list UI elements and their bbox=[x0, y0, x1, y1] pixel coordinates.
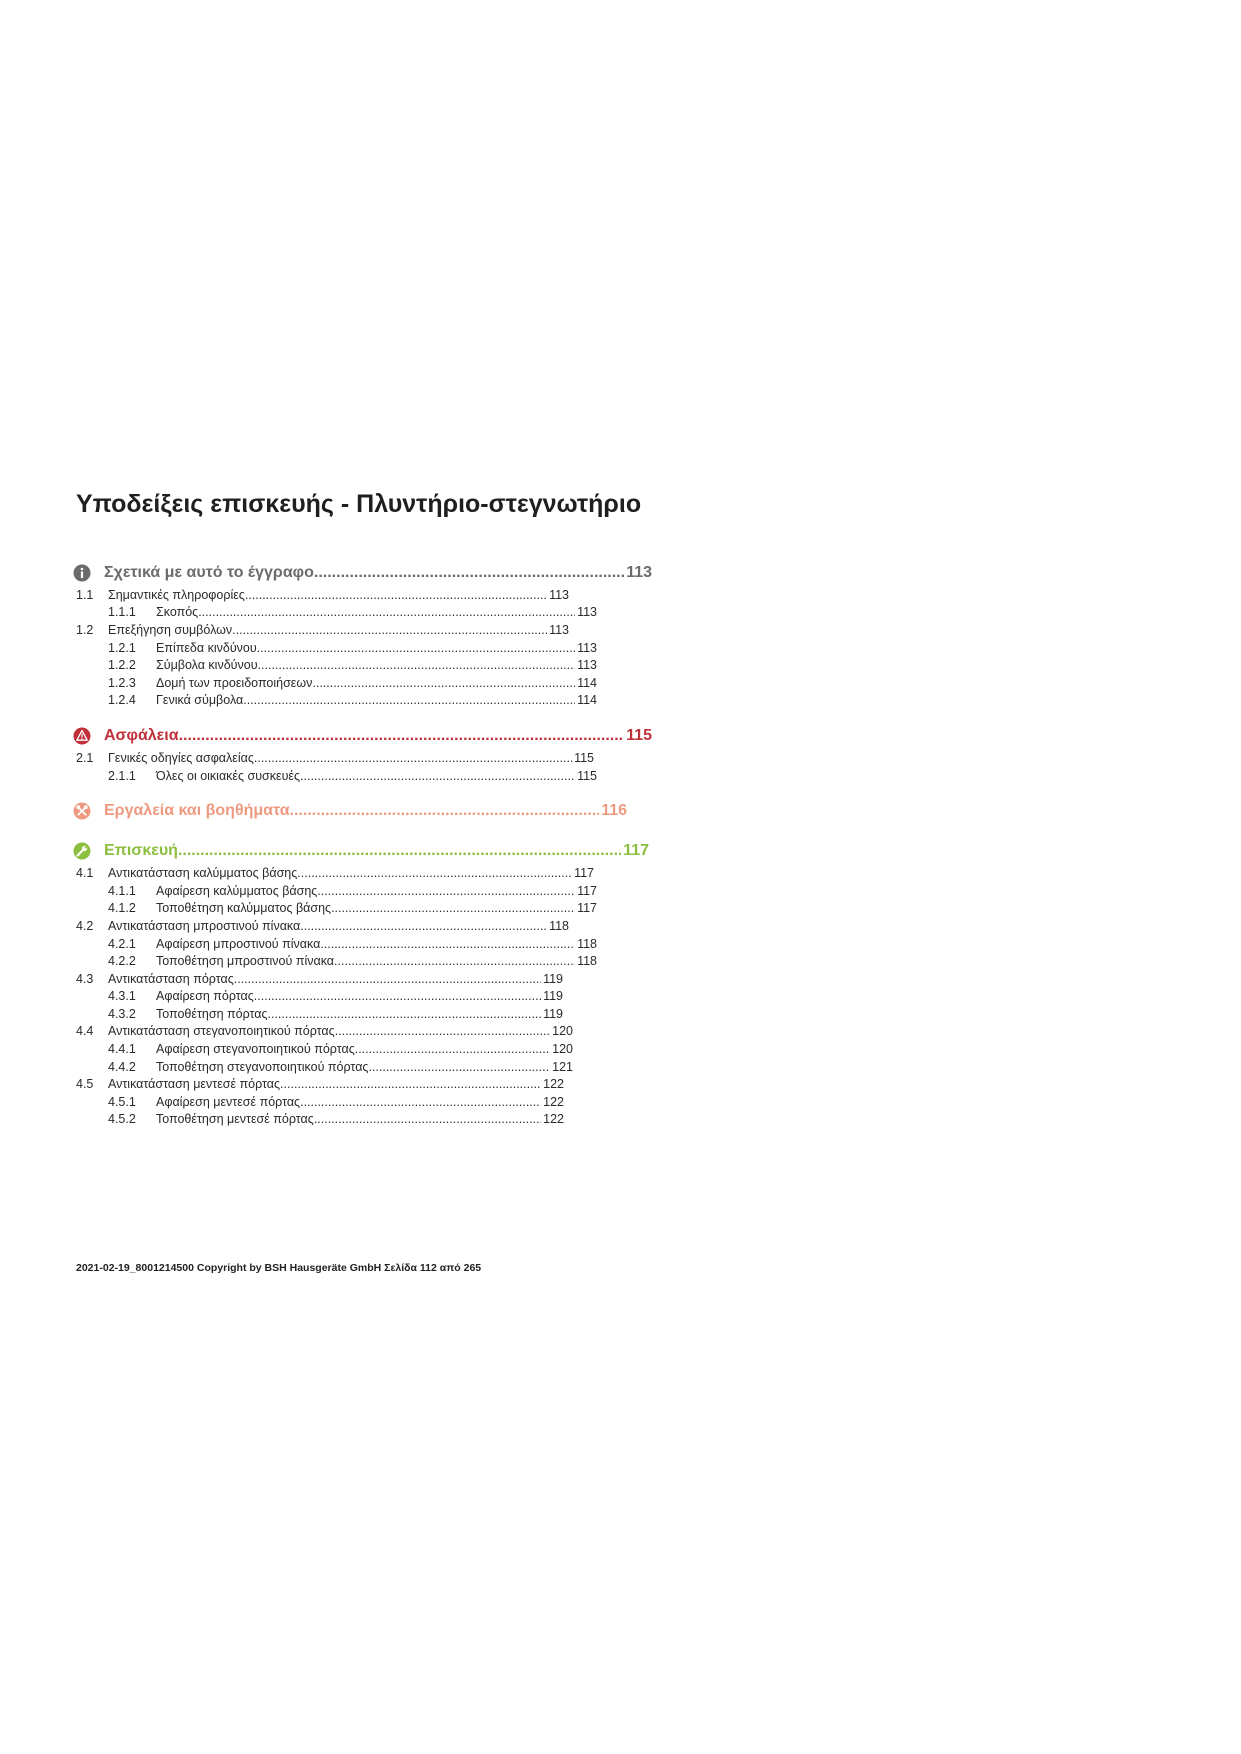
toc-heading-repair[interactable]: Επισκευή ..... 117 bbox=[73, 838, 649, 864]
toc-entry[interactable]: 4.5 Αντικατάσταση μεντεσέ πόρτας ..... 122 bbox=[76, 1075, 564, 1093]
toc-entry[interactable]: 2.1.1 Όλες οι οικιακές συσκευές ..... 115 bbox=[76, 767, 597, 785]
toc-entry[interactable]: 1.2.3 Δομή των προειδοποιήσεων ..... 114 bbox=[76, 674, 597, 692]
toc-heading-safety[interactable]: Ασφάλεια ..... 115 bbox=[73, 723, 652, 749]
toc-entry[interactable]: 1.2 Επεξήγηση συμβόλων ..... 113 bbox=[76, 621, 569, 639]
info-icon bbox=[73, 564, 91, 582]
tools-icon bbox=[73, 802, 91, 820]
toc-entry[interactable]: 4.1 Αντικατάσταση καλύμματος βάσης ..... 117 bbox=[76, 864, 594, 882]
toc-entry[interactable]: 4.1.2 Τοποθέτηση καλύμματος βάσης ..... 117 bbox=[76, 900, 597, 918]
toc-entry[interactable]: 2.1 Γενικές οδηγίες ασφαλείας ..... 115 bbox=[76, 749, 594, 767]
toc-entry[interactable]: 1.2.2 Σύμβολα κινδύνου ..... 113 bbox=[76, 656, 597, 674]
toc-entry[interactable]: 4.3.1 Αφαίρεση πόρτας ..... 119 bbox=[76, 988, 563, 1006]
warning-icon bbox=[73, 727, 91, 745]
toc-heading-tools[interactable]: Εργαλεία και βοηθήματα ..... 116 bbox=[73, 798, 627, 824]
page-title: Υποδείξεις επισκευής - Πλυντήριο-στεγνωτήριο bbox=[76, 490, 642, 518]
toc-section-repair bbox=[76, 838, 676, 1128]
toc-heading-about[interactable]: Σχετικά με αυτό το έγγραφο ..... 113 bbox=[73, 560, 652, 586]
toc-entry[interactable]: 4.5.1 Αφαίρεση μεντεσέ πόρτας ..... 122 bbox=[76, 1093, 564, 1111]
toc-section-tools bbox=[76, 798, 676, 824]
table-of-contents bbox=[76, 560, 676, 1128]
toc-entry[interactable]: 4.4.1 Αφαίρεση στεγανοποιητικού πόρτας ..... 120 bbox=[76, 1040, 573, 1058]
toc-entry[interactable]: 4.3 Αντικατάσταση πόρτας ..... 119 bbox=[76, 970, 563, 988]
page-footer: 2021-02-19_8001214500 Copyright by BSH Hausgeräte GmbH Σελίδα 112 από 265 bbox=[76, 1262, 482, 1274]
toc-entry[interactable]: 1.1 Σημαντικές πληροφορίες ..... 113 bbox=[76, 586, 569, 604]
toc-entry[interactable]: 4.4.2 Τοποθέτηση στεγανοποιητικού πόρτας ..... 121 bbox=[76, 1058, 573, 1076]
toc-entry[interactable]: 1.2.1 Επίπεδα κινδύνου ..... 113 bbox=[76, 639, 597, 657]
toc-entry[interactable]: 4.4 Αντικατάσταση στεγανοποιητικού πόρτας ..... 120 bbox=[76, 1023, 573, 1041]
wrench-icon bbox=[73, 842, 91, 860]
toc-section-safety bbox=[76, 723, 676, 784]
toc-entry[interactable]: 4.2.1 Αφαίρεση μπροστινού πίνακα ..... 118 bbox=[76, 935, 597, 953]
toc-entry[interactable]: 4.3.2 Τοποθέτηση πόρτας ..... 119 bbox=[76, 1005, 563, 1023]
toc-entry[interactable]: 1.1.1 Σκοπός ..... 113 bbox=[76, 604, 597, 622]
toc-entry[interactable]: 4.2 Αντικατάσταση μπροστινού πίνακα ..... 118 bbox=[76, 917, 569, 935]
toc-entry[interactable]: 4.2.2 Τοποθέτηση μπροστινού πίνακα ..... 118 bbox=[76, 952, 597, 970]
toc-entry[interactable]: 1.2.4 Γενικά σύμβολα ..... 114 bbox=[76, 692, 597, 710]
toc-section-about bbox=[76, 560, 676, 709]
toc-entry[interactable]: 4.5.2 Τοποθέτηση μεντεσέ πόρτας ..... 122 bbox=[76, 1111, 564, 1129]
toc-entry[interactable]: 4.1.1 Αφαίρεση καλύμματος βάσης ..... 117 bbox=[76, 882, 597, 900]
